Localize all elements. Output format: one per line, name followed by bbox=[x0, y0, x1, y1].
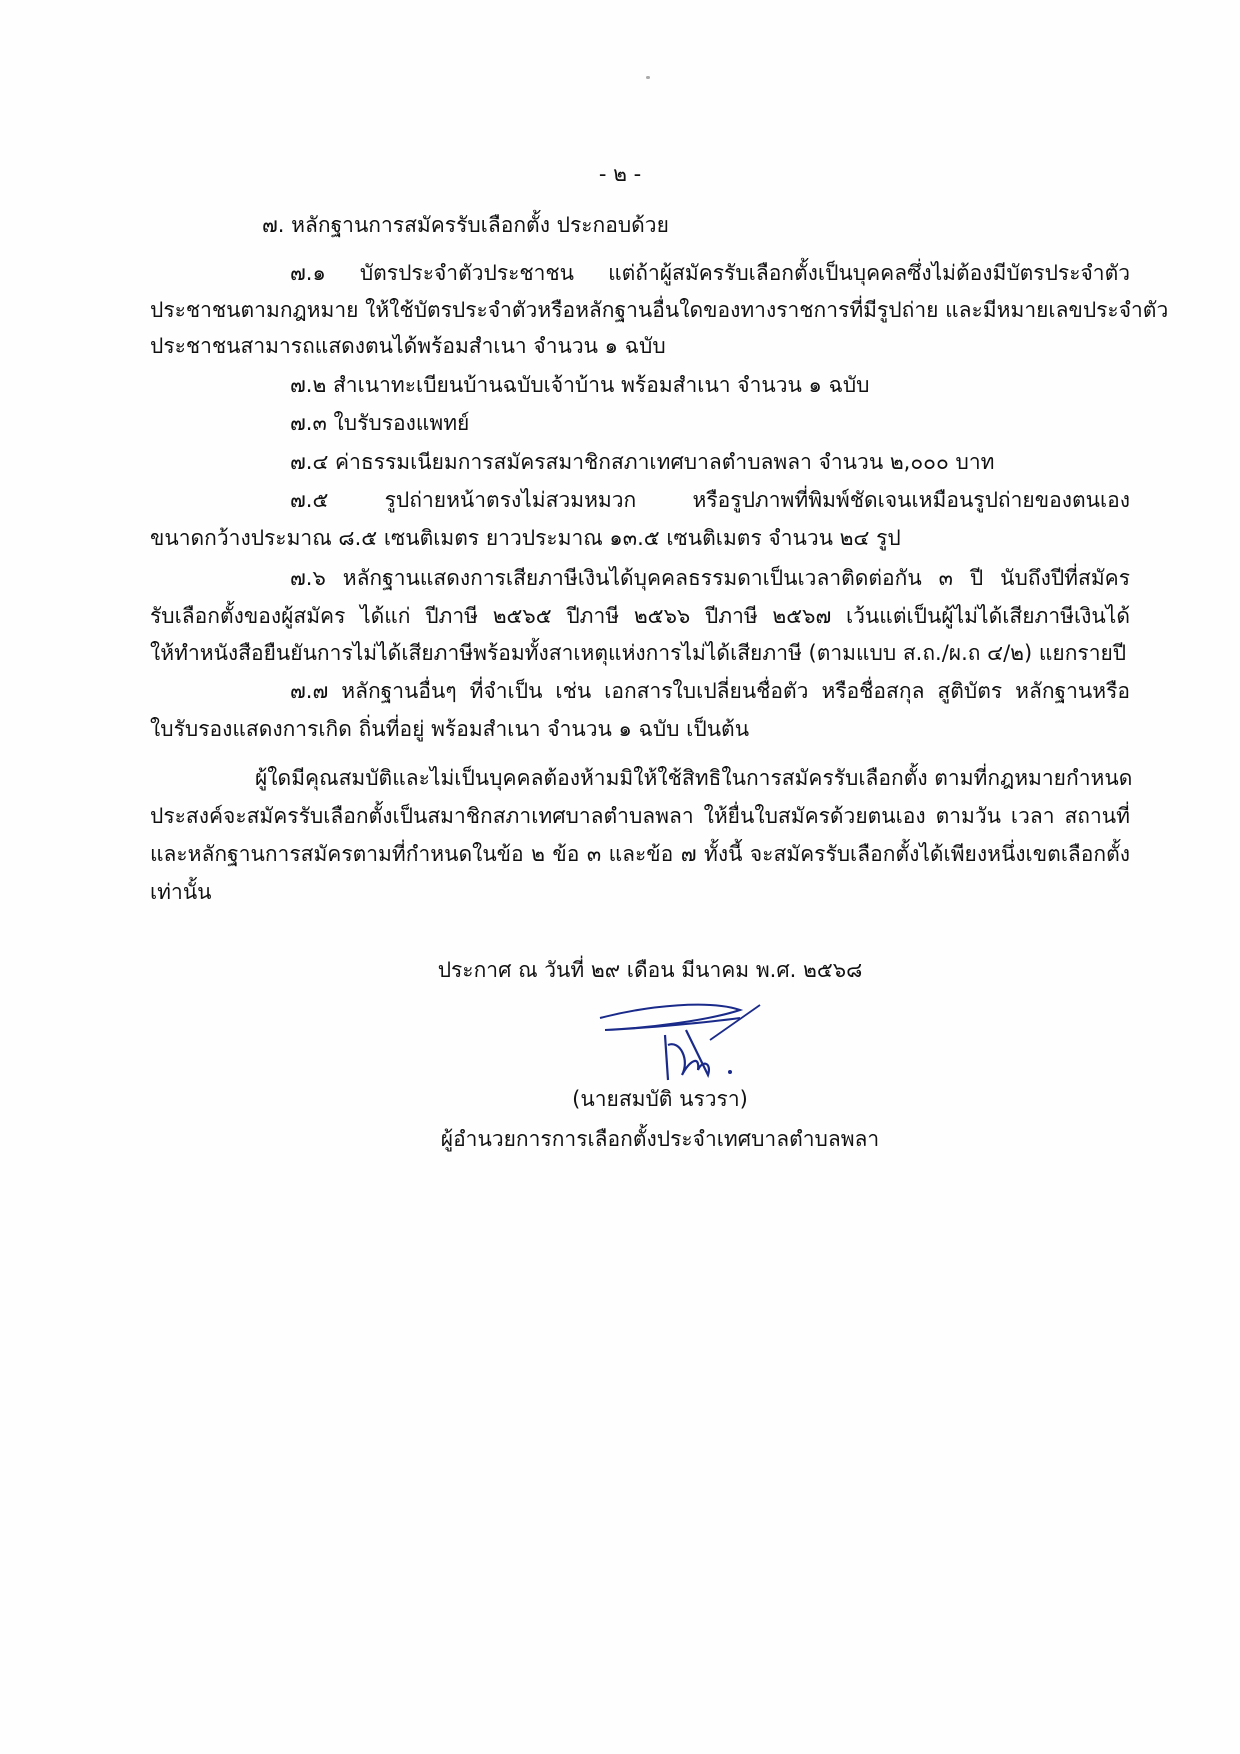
item-7-7-line1: ๗.๗ หลักฐานอื่นๆ ที่จำเป็น เช่น เอกสารใบเปลี่ยนชื่อตัว หรือชื่อสกุล สูติบัตร หลักฐานหรือ bbox=[290, 679, 1130, 703]
signer-title: ผู้อำนวยการการเลือกตั้งประจำเทศบาลตำบลพลา bbox=[440, 1127, 880, 1151]
item-7-1-line1: ๗.๑ บัตรประจำตัวประชาชน แต่ถ้าผู้สมัครรับเลือกตั้งเป็นบุคคลซึ่งไม่ต้องมีบัตรประจำตัว bbox=[290, 261, 1130, 285]
item-7-4: ๗.๔ ค่าธรรมเนียมการสมัครสมาชิกสภาเทศบาลตำบลพลา จำนวน ๒,๐๐๐ บาท bbox=[290, 450, 995, 474]
item-7-7-line2: ใบรับรองแสดงการเกิด ถิ่นที่อยู่ พร้อมสำเนา จำนวน ๑ ฉบับ เป็นต้น bbox=[150, 717, 750, 741]
closing-para-line1: ผู้ใดมีคุณสมบัติและไม่เป็นบุคคลต้องห้ามมิให้ใช้สิทธิในการสมัครรับเลือกตั้ง ตามที่กฎหมายกำหนด bbox=[255, 766, 1133, 790]
closing-para-line2: ประสงค์จะสมัครรับเลือกตั้งเป็นสมาชิกสภาเทศบาลตำบลพลา ให้ยื่นใบสมัครด้วยตนเอง ตามวัน เวลา สถานที่ bbox=[150, 804, 1130, 828]
item-7-6-line3: ให้ทำหนังสือยืนยันการไม่ได้เสียภาษีพร้อมทั้งสาเหตุแห่งการไม่ได้เสียภาษี (ตามแบบ ส.ถ./ผ.ถ ๔/๒) แยกรายปี bbox=[150, 641, 1127, 665]
signer-name: (นายสมบัติ นรวรา) bbox=[572, 1087, 748, 1111]
page-number: - ๒ - bbox=[598, 162, 642, 186]
closing-para-line4: เท่านั้น bbox=[150, 880, 212, 904]
item-7-6-line1: ๗.๖ หลักฐานแสดงการเสียภาษีเงินได้บุคคลธรรมดาเป็นเวลาติดต่อกัน ๓ ปี นับถึงปีที่สมัคร bbox=[290, 566, 1130, 590]
closing-para-line3: และหลักฐานการสมัครตามที่กำหนดในข้อ ๒ ข้อ ๓ และข้อ ๗ ทั้งนี้ จะสมัครรับเลือกตั้งได้เพียงหนึ่งเขตเลือกตั้ง bbox=[150, 842, 1130, 866]
scan-speck bbox=[646, 76, 650, 79]
item-7-5-line2: ขนาดกว้างประมาณ ๘.๕ เซนติเมตร ยาวประมาณ ๑๓.๕ เซนติเมตร จำนวน ๒๔ รูป bbox=[150, 526, 901, 550]
section-7-heading: ๗. หลักฐานการสมัครรับเลือกตั้ง ประกอบด้วย bbox=[262, 213, 669, 237]
item-7-3: ๗.๓ ใบรับรองแพทย์ bbox=[290, 411, 470, 435]
item-7-2: ๗.๒ สำเนาทะเบียนบ้านฉบับเจ้าบ้าน พร้อมสำเนา จำนวน ๑ ฉบับ bbox=[290, 373, 870, 397]
item-7-5-line1: ๗.๕ รูปถ่ายหน้าตรงไม่สวมหมวก หรือรูปภาพที่พิมพ์ชัดเจนเหมือนรูปถ่ายของตนเอง bbox=[290, 488, 1130, 512]
item-7-1-line3: ประชาชนสามารถแสดงตนได้พร้อมสำเนา จำนวน ๑ ฉบับ bbox=[150, 334, 666, 358]
announce-date: ประกาศ ณ วันที่ ๒๙ เดือน มีนาคม พ.ศ. ๒๕๖๘ bbox=[437, 958, 863, 982]
item-7-1-line2: ประชาชนตามกฎหมาย ให้ใช้บัตรประจำตัวหรือหลักฐานอื่นใดของทางราชการที่มีรูปถ่าย และมีหมายเลขประจำตัว bbox=[150, 298, 1169, 322]
item-7-6-line2: รับเลือกตั้งของผู้สมัคร ได้แก่ ปีภาษี ๒๕๖๕ ปีภาษี ๒๕๖๖ ปีภาษี ๒๕๖๗ เว้นแต่เป็นผู้ไม่ได้เสียภาษีเงินได้ bbox=[150, 604, 1130, 628]
